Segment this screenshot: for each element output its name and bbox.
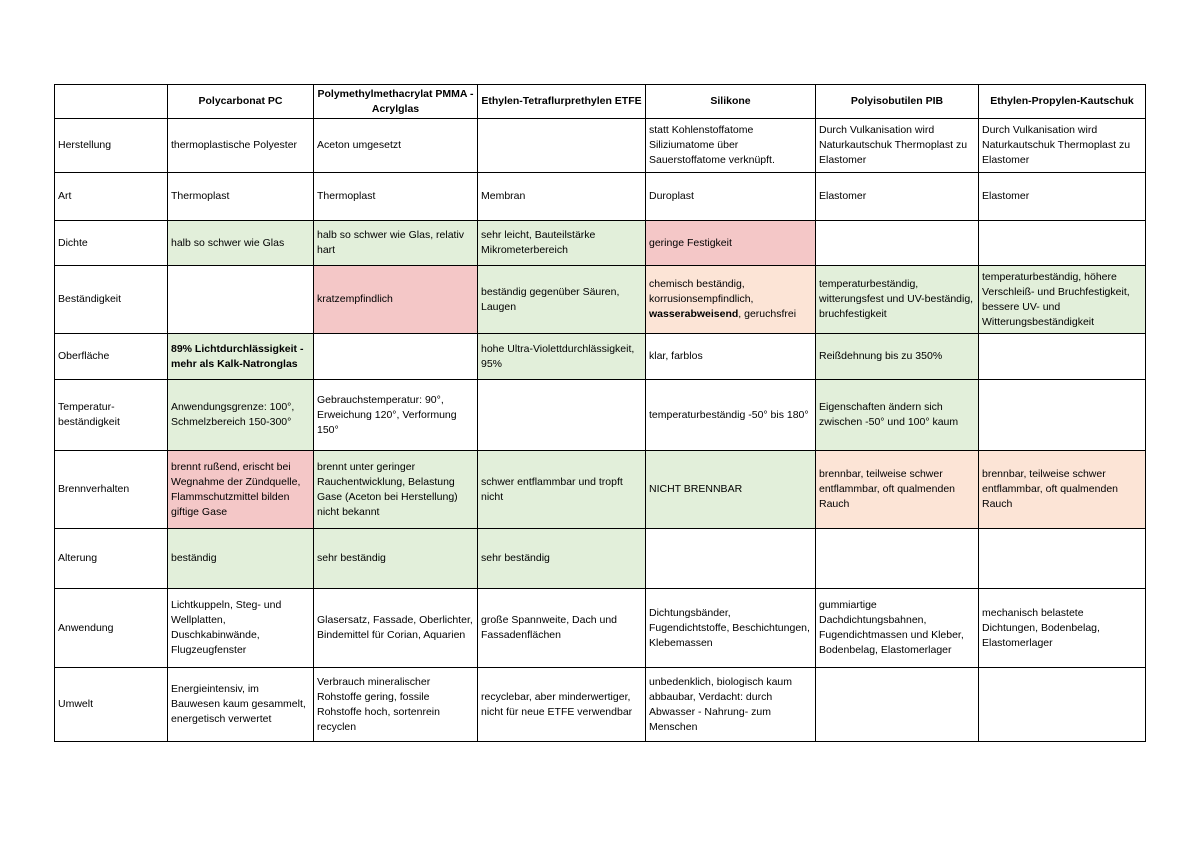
table-cell: brennbar, teilweise schwer entflammbar, oft qualmenden Rauch [979,451,1146,529]
cell-text-bold: 89% Lichtdurchlässigkeit - mehr als Kalk-Natronglas [171,342,304,370]
table-cell [168,266,314,334]
table-cell: Thermoplast [168,173,314,221]
table-row [55,173,1146,221]
table-cell: gummiartige Dachdichtungsbahnen, Fugendichtmassen und Kleber, Bodenbelag, Elastomerlager [816,589,979,668]
col-header-pib: Polyisobutilen PIB [816,85,979,119]
col-header-epdm: Ethylen-Propylen-Kautschuk [979,85,1146,119]
table-cell: sehr beständig [314,529,478,589]
table-cell: Eigenschaften ändern sich zwischen -50° und 100° kaum [816,380,979,451]
table-cell: Thermoplast [314,173,478,221]
table-cell: NICHT BRENNBAR [646,451,816,529]
table-row [55,221,1146,266]
table-cell [314,334,478,380]
table-cell: statt Kohlenstoffatome Siliziumatome über Sauerstoffatome verknüpft. [646,119,816,173]
table-row [55,529,1146,589]
col-header-etfe: Ethylen-Tetraflurprethylen ETFE [478,85,646,119]
table-cell: recyclebar, aber minderwertiger, nicht für neue ETFE verwendbar [478,668,646,742]
table-cell: beständig [168,529,314,589]
row-label-herstellung: Herstellung [55,119,168,173]
table-cell: klar, farblos [646,334,816,380]
table-cell: Aceton umgesetzt [314,119,478,173]
table-cell: Energieintensiv, im Bauwesen kaum gesammelt, energetisch verwertet [168,668,314,742]
table-cell [168,334,314,380]
table-row [55,589,1146,668]
cell-text: , geruchsfrei [738,308,797,320]
table-cell: sehr leicht, Bauteilstärke Mikrometerbereich [478,221,646,266]
row-label-temperaturbestaendigkeit: Temperatur-beständigkeit [55,380,168,451]
table-cell: Anwendungsgrenze: 100°, Schmelzbereich 150-300° [168,380,314,451]
table-cell: mechanisch belastete Dichtungen, Bodenbelag, Elastomerlager [979,589,1146,668]
table-cell: Durch Vulkanisation wird Naturkautschuk Thermoplast zu Elastomer [979,119,1146,173]
table-cell: Elastomer [816,173,979,221]
table-cell: halb so schwer wie Glas [168,221,314,266]
col-header-pmma: Polymethylmethacrylat PMMA - Acrylglas [314,85,478,119]
row-label-dichte: Dichte [55,221,168,266]
table-cell: sehr beständig [478,529,646,589]
table-cell: Reißdehnung bis zu 350% [816,334,979,380]
table-cell: halb so schwer wie Glas, relativ hart [314,221,478,266]
table-cell: Elastomer [979,173,1146,221]
table-cell: temperaturbeständig -50° bis 180° [646,380,816,451]
table-cell: temperaturbeständig, witterungsfest und UV-beständig, bruchfestigkeit [816,266,979,334]
cell-text-bold: wasserabweisend [649,308,739,320]
table-cell: Glasersatz, Fassade, Oberlichter, Bindemittel für Corian, Aquarien [314,589,478,668]
col-header-silikone: Silikone [646,85,816,119]
table-cell: kratzempfindlich [314,266,478,334]
corner-cell [55,85,168,119]
table-cell: beständig gegenüber Säuren, Laugen [478,266,646,334]
table-cell [646,529,816,589]
table-row [55,380,1146,451]
table-cell [979,334,1146,380]
table-cell: Verbrauch mineralischer Rohstoffe gering, fossile Rohstoffe hoch, sortenrein recyclen [314,668,478,742]
table-row [55,266,1146,334]
row-label-umwelt: Umwelt [55,668,168,742]
table-row [55,119,1146,173]
table-cell: große Spannweite, Dach und Fassadenflächen [478,589,646,668]
table-cell: Lichtkuppeln, Steg- und Wellplatten, Duschkabinwände, Flugzeugfenster [168,589,314,668]
table-cell [478,380,646,451]
table-cell [816,668,979,742]
table-cell: Dichtungsbänder, Fugendichtstoffe, Beschichtungen, Klebemassen [646,589,816,668]
row-label-art: Art [55,173,168,221]
table-cell: schwer entflammbar und tropft nicht [478,451,646,529]
table-row [55,451,1146,529]
table-cell [646,266,816,334]
table-cell: brennt unter geringer Rauchentwicklung, Belastung Gase (Aceton bei Herstellung) nicht bekannt [314,451,478,529]
table-cell: brennt rußend, erischt bei Wegnahme der Zündquelle, Flammschutzmittel bilden giftige Gase [168,451,314,529]
row-label-brennverhalten: Brennverhalten [55,451,168,529]
table-cell: temperaturbeständig, höhere Verschleiß- und Bruchfestigkeit, bessere UV- und Witterungsbeständigkeit [979,266,1146,334]
table-cell: Durch Vulkanisation wird Naturkautschuk Thermoplast zu Elastomer [816,119,979,173]
table-cell [979,529,1146,589]
table-cell [979,668,1146,742]
cell-text: chemisch beständig, korrusionsempfindlich, [649,278,754,305]
table-cell [478,119,646,173]
table-cell [816,529,979,589]
header-row [55,85,1146,119]
table-cell: unbedenklich, biologisch kaum abbaubar, Verdacht: durch Abwasser - Nahrung- zum Menschen [646,668,816,742]
row-label-alterung: Alterung [55,529,168,589]
table-cell [816,221,979,266]
table-cell: Duroplast [646,173,816,221]
table-cell [979,221,1146,266]
table-cell: Gebrauchstemperatur: 90°, Erweichung 120°, Verformung 150° [314,380,478,451]
table-cell: thermoplastische Polyester [168,119,314,173]
table-row [55,334,1146,380]
table-row [55,668,1146,742]
materials-table [54,84,1146,742]
row-label-oberflaeche: Oberfläche [55,334,168,380]
table-cell: hohe Ultra-Violettdurchlässigkeit, 95% [478,334,646,380]
table-cell: brennbar, teilweise schwer entflammbar, oft qualmenden Rauch [816,451,979,529]
row-label-bestaendigkeit: Beständigkeit [55,266,168,334]
row-label-anwendung: Anwendung [55,589,168,668]
col-header-pc: Polycarbonat PC [168,85,314,119]
table-cell: geringe Festigkeit [646,221,816,266]
table-cell [979,380,1146,451]
table-cell: Membran [478,173,646,221]
